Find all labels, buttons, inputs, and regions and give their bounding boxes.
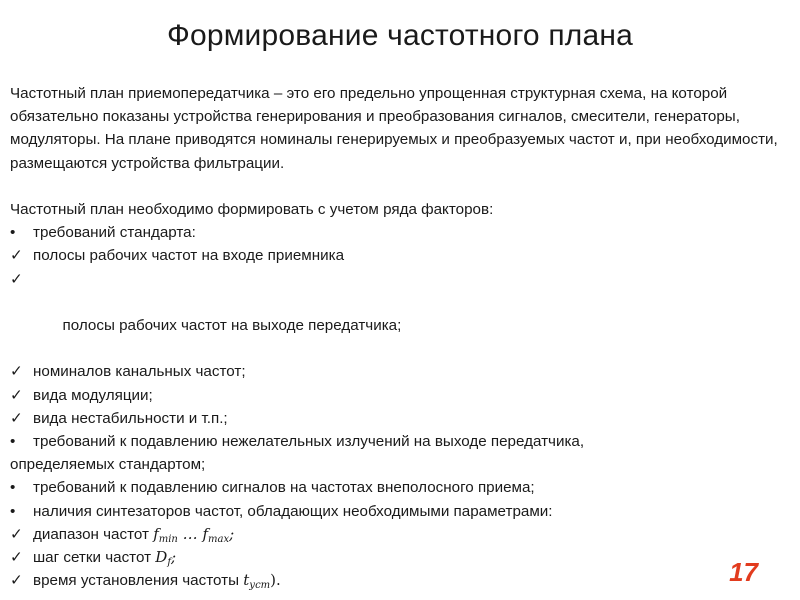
check-icon: ✓ bbox=[10, 363, 23, 381]
list-item-check bbox=[10, 384, 780, 407]
check-icon: ✓ bbox=[10, 572, 23, 590]
frequency-range-formula: $f_{min}$ … $f_{max}$; bbox=[153, 524, 235, 545]
list-item-text: полосы рабочих частот на выходе передатчика; bbox=[58, 317, 402, 335]
grid-step-formula: $D_f$; bbox=[155, 548, 177, 569]
list-item-text: время установления частоты bbox=[33, 572, 239, 590]
list-item-text: полосы рабочих частот на входе приемника bbox=[33, 247, 345, 265]
check-icon: ✓ bbox=[10, 386, 23, 404]
check-icon: ✓ bbox=[10, 549, 23, 567]
check-icon: ✓ bbox=[10, 525, 23, 543]
list-item-check bbox=[10, 546, 780, 569]
list-item-bullet bbox=[10, 476, 780, 499]
bullet-icon: • bbox=[10, 479, 16, 497]
paragraph-gap bbox=[10, 175, 780, 198]
list-item-text: вида модуляции; bbox=[33, 386, 153, 404]
list-item-check bbox=[10, 244, 780, 267]
check-icon: ✓ bbox=[10, 270, 23, 288]
settling-time-formula: $t_{уст}$). bbox=[243, 571, 281, 592]
list-item-bullet bbox=[10, 430, 780, 453]
list-item-check bbox=[10, 569, 780, 592]
slide-title: Формирование частотного плана bbox=[166, 19, 634, 52]
list-item-check bbox=[10, 407, 780, 430]
bullet-icon: • bbox=[10, 433, 16, 451]
list-item-bullet bbox=[10, 221, 780, 244]
list-item-text: требований к подавлению сигналов на частотах внеполосного приема; bbox=[33, 479, 535, 497]
list-item-text: требований к подавлению нежелательных излучений на выходе передатчика, bbox=[33, 433, 585, 451]
list-item-bullet bbox=[10, 500, 780, 523]
list-item-check bbox=[10, 360, 780, 383]
list-item-text: наличия синтезаторов частот, обладающих необходимыми параметрами: bbox=[33, 502, 553, 520]
list-item-text: требований стандарта: bbox=[33, 224, 196, 242]
list-item-text: вида нестабильности и т.п.; bbox=[33, 409, 228, 427]
factors-heading: Частотный план необходимо формировать с учетом ряда факторов: bbox=[10, 201, 494, 218]
intro-paragraph: Частотный план приемопередатчика – это его предельно упрощенная структурная схема, на которой обязательно показаны устройства генерирования и преобразования сигналов, смесители, генераторы, модуляторы. На плане приводятся номиналы генерируемых и преобразуемых частот и, при необходимости, размещаются устройства фильтрации. bbox=[10, 85, 778, 172]
list-item-text: шаг сетки частот bbox=[33, 549, 152, 567]
list-item-check bbox=[10, 523, 780, 546]
list-item-text: номиналов канальных частот; bbox=[33, 363, 246, 381]
slide-body bbox=[10, 82, 780, 592]
bullet-icon: • bbox=[10, 502, 16, 520]
list-item-check bbox=[10, 268, 780, 361]
page-number: 17 bbox=[729, 557, 758, 587]
list-item-continuation: определяемых стандартом; bbox=[10, 456, 206, 474]
check-icon: ✓ bbox=[10, 247, 23, 265]
check-icon: ✓ bbox=[10, 409, 23, 427]
list-item-text: диапазон частот bbox=[33, 525, 149, 543]
bullet-icon: • bbox=[10, 224, 16, 242]
